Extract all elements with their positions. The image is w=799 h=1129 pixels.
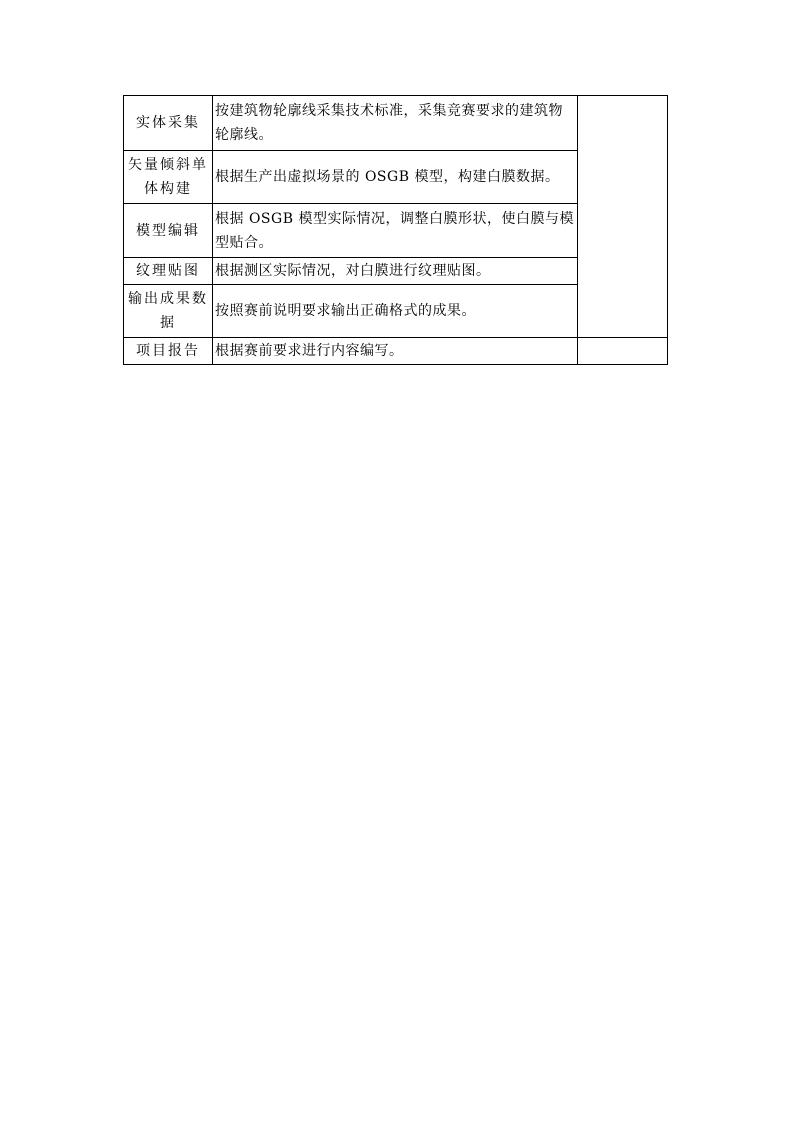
table-row — [124, 96, 668, 151]
task-name-cell: 模型编辑 — [124, 204, 213, 258]
task-description-cell: 根据生产出虚拟场景的 OSGB 模型，构建白膜数据。 — [213, 151, 578, 204]
remark-cell — [578, 338, 668, 365]
table-row — [124, 338, 668, 365]
task-table — [123, 95, 668, 365]
task-description-cell: 根据赛前要求进行内容编写。 — [213, 338, 578, 365]
task-name-cell: 项目报告 — [124, 338, 213, 365]
task-name-cell: 实体采集 — [124, 96, 213, 151]
task-name-cell: 纹理贴图 — [124, 258, 213, 285]
task-description-cell: 按建筑物轮廓线采集技术标准，采集竞赛要求的建筑物轮廓线。 — [213, 96, 578, 151]
merged-remark-cell — [578, 96, 668, 338]
task-name-cell: 矢量倾斜单体构建 — [124, 151, 213, 204]
task-description-cell: 根据 OSGB 模型实际情况，调整白膜形状，使白膜与模型贴合。 — [213, 204, 578, 258]
task-description-cell: 按照赛前说明要求输出正确格式的成果。 — [213, 285, 578, 338]
task-description-cell: 根据测区实际情况，对白膜进行纹理贴图。 — [213, 258, 578, 285]
task-name-cell: 输出成果数据 — [124, 285, 213, 338]
